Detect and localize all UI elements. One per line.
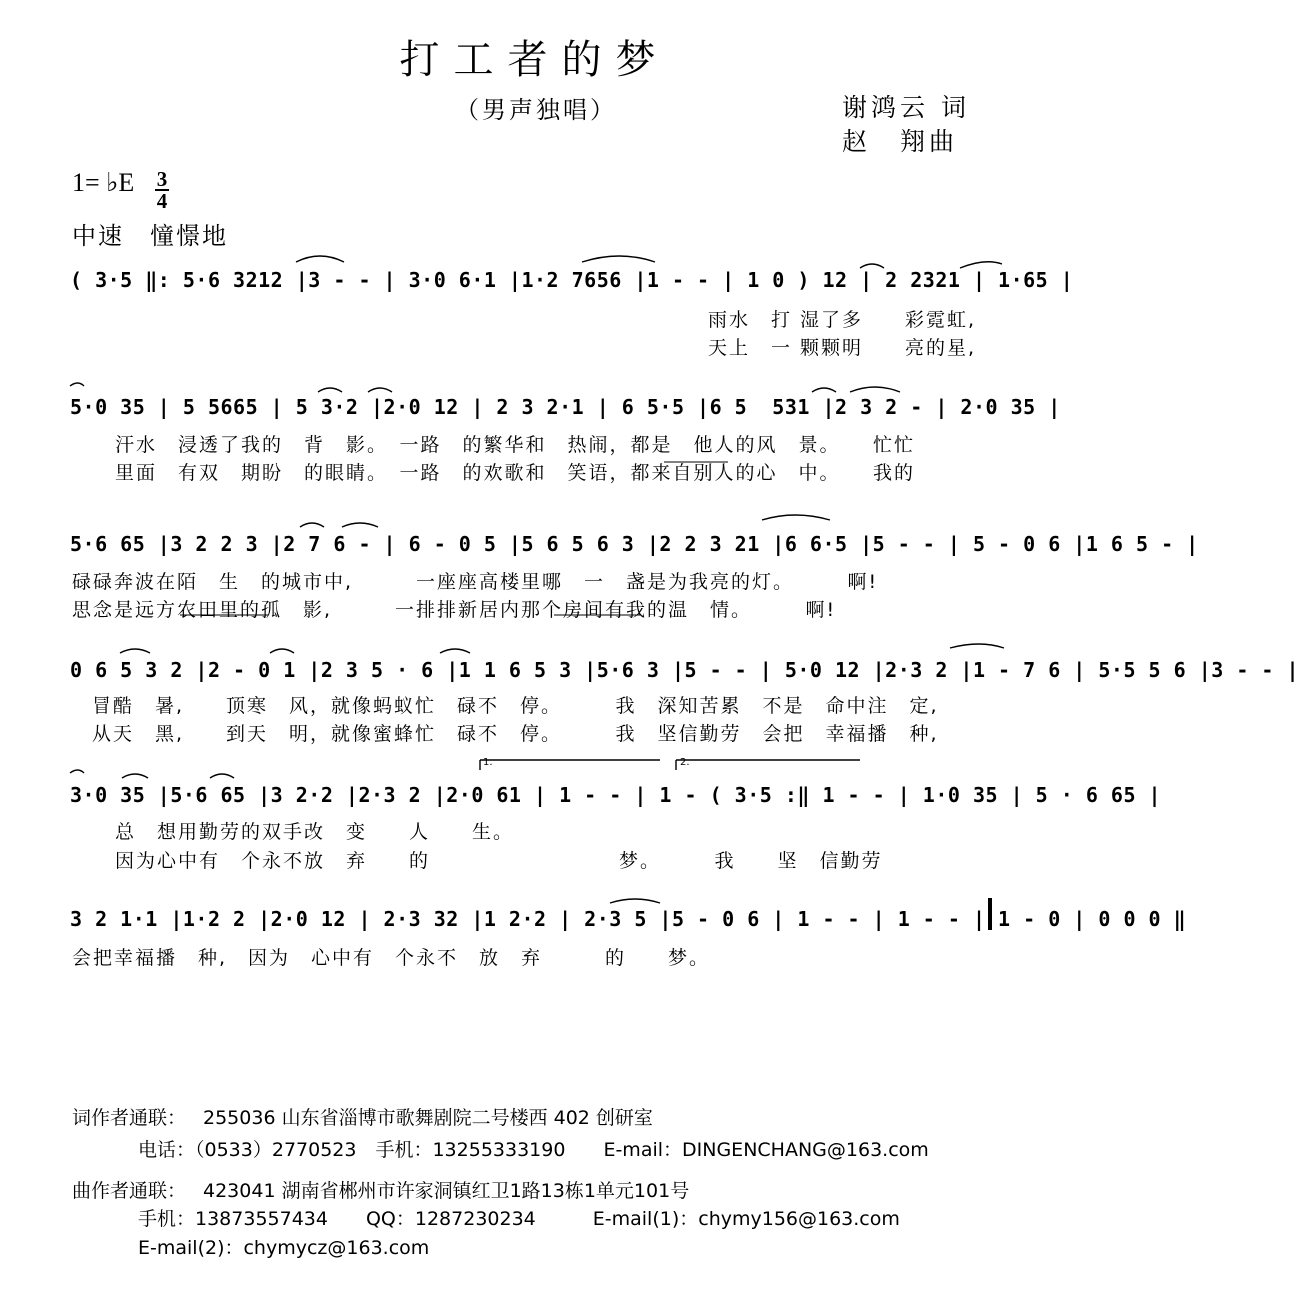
composer-credit: 赵 翔曲 bbox=[842, 127, 959, 156]
slur-mark bbox=[610, 899, 660, 903]
slur-mark bbox=[950, 644, 1004, 648]
notation-line-6: 3 2 1·1 |1·2 2 |2·0 12 | 2·3 32 |1 2·2 | 2·3 5 |5 - 0 6 | 1 - - | 1 - - | 1 - 0 | 0 0 0 ‖ bbox=[70, 907, 1187, 931]
lyricist-contact-label: 词作者通联： bbox=[72, 1107, 187, 1129]
slur-mark bbox=[440, 649, 470, 653]
volta-first-bracket bbox=[480, 760, 660, 770]
slur-mark bbox=[762, 515, 830, 520]
lyricist-phone-email: 电话：（0533）2770523 手机：13255333190 E-mail：DINGENCHANG@163.com bbox=[138, 1139, 929, 1161]
lyric-line-2-verse-2: 里面 有双 期盼 的眼睛。 一路 的欢歌和 笑语，都来自别人的心 中。 我的 bbox=[115, 462, 916, 484]
composer-phone-qq-email: 手机：13873557434 QQ：1287230234 E-mail(1)：chymy156@163.com bbox=[138, 1208, 900, 1230]
key-signature: 1= ♭E bbox=[72, 168, 135, 197]
lyric-line-5-verse-1: 总 想用勤劳的双手改 变 人 生。 bbox=[115, 821, 515, 843]
slur-mark bbox=[270, 649, 294, 653]
song-title: 打工者的梦 bbox=[399, 37, 670, 83]
composer-contact-label: 曲作者通联： bbox=[72, 1180, 187, 1202]
lyric-line-2-verse-1: 汗水 浸透了我的 背 影。 一路 的繁华和 热闹，都是 他人的风 景。 忙忙 bbox=[115, 434, 916, 456]
notation-line-1: ( 3·5 ‖: 5·6 3212 |3 - - | 3·0 6·1 |1·2 7656 |1 - - | 1 0 ) 12 | 2 2321 | 1·65 | bbox=[70, 268, 1074, 292]
tempo-marking: 中速 憧憬地 bbox=[72, 222, 228, 250]
notation-line-2: 5·0 35 | 5 5665 | 5 3·2 |2·0 12 | 2 3 2·1 | 6 5·5 |6 5 531 |2 3 2 - | 2·0 35 | bbox=[70, 395, 1061, 419]
lyric-line-3-verse-2: 思念是远方农田里的孤 影, 一排排新居内那个房间有我的温 情。 啊! bbox=[72, 599, 837, 621]
composer-email-2: E-mail(2)：chymycz@163.com bbox=[138, 1237, 430, 1259]
notation-line-3: 5·6 65 |3 2 2 3 |2 7 6 - | 6 - 0 5 |5 6 5 6 3 |2 2 3 21 |6 6·5 |5 - - | 5 - 0 6 |1 6 5 - | bbox=[70, 532, 1199, 556]
slur-mark bbox=[850, 387, 900, 392]
lyric-line-1-verse-2: 天上 一 颗颗明 亮的星, bbox=[708, 337, 977, 359]
lyric-line-6: 会把幸福播 种, 因为 心中有 个永不 放 弃 的 梦。 bbox=[72, 947, 711, 969]
composer-address: 423041 湖南省郴州市许家洞镇红卫1路13栋1单元101号 bbox=[203, 1180, 690, 1202]
slur-mark bbox=[860, 264, 884, 268]
slur-mark bbox=[300, 523, 324, 527]
lyric-line-3-verse-1: 碌碌奔波在陌 生 的城市中, 一座座高楼里哪 一 盏是为我亮的灯。 啊! bbox=[72, 571, 879, 593]
lyric-line-5-verse-2: 因为心中有 个永不放 弃 的 梦。 我 坚 信勤劳 bbox=[115, 850, 883, 872]
slur-mark bbox=[122, 774, 148, 778]
slur-mark bbox=[318, 388, 342, 392]
slur-mark bbox=[70, 383, 84, 386]
slur-mark bbox=[960, 262, 1002, 268]
lyric-line-4-verse-2: 从天 黑, 到天 明，就像蜜蜂忙 碌不 停。 我 坚信勤劳 会把 幸福播 种, bbox=[92, 723, 939, 745]
volta-first-label: 1. bbox=[483, 757, 493, 768]
lyricist-credit: 谢鸿云 词 bbox=[842, 93, 970, 122]
song-subtitle: （男声独唱） bbox=[455, 96, 617, 124]
volta-second-bracket bbox=[676, 760, 860, 770]
lyric-line-1-verse-1: 雨水 打 湿了多 彩霓虹, bbox=[708, 309, 977, 331]
volta-second-label: 2. bbox=[680, 757, 690, 768]
slur-mark bbox=[296, 256, 344, 262]
slur-mark bbox=[582, 256, 655, 262]
lyricist-address: 255036 山东省淄博市歌舞剧院二号楼西 402 创研室 bbox=[203, 1107, 653, 1129]
slur-mark bbox=[210, 774, 234, 778]
time-signature-top: 3 bbox=[156, 167, 168, 191]
slur-mark bbox=[342, 523, 378, 527]
lyric-line-4-verse-1: 冒酷 暑, 顶寒 风，就像蚂蚁忙 碌不 停。 我 深知苦累 不是 命中注 定, bbox=[92, 695, 939, 717]
slur-mark bbox=[120, 649, 150, 653]
slur-mark bbox=[812, 388, 836, 392]
slur-mark bbox=[368, 388, 392, 392]
time-signature-bottom: 4 bbox=[156, 189, 168, 213]
slur-mark bbox=[70, 770, 84, 773]
notation-line-4: 0 6 5 3 2 |2 - 0 1 |2 3 5 · 6 |1 1 6 5 3 |5·6 3 |5 - - | 5·0 12 |2·3 2 |1 - 7 6 | 5·5 5 6 |3 - - | bbox=[70, 658, 1299, 682]
notation-line-5: 3·0 35 |5·6 65 |3 2·2 |2·3 2 |2·0 61 | 1 - - | 1 - ( 3·5 :‖ 1 - - | 1·0 35 | 5 · 6 65 | bbox=[70, 783, 1162, 807]
